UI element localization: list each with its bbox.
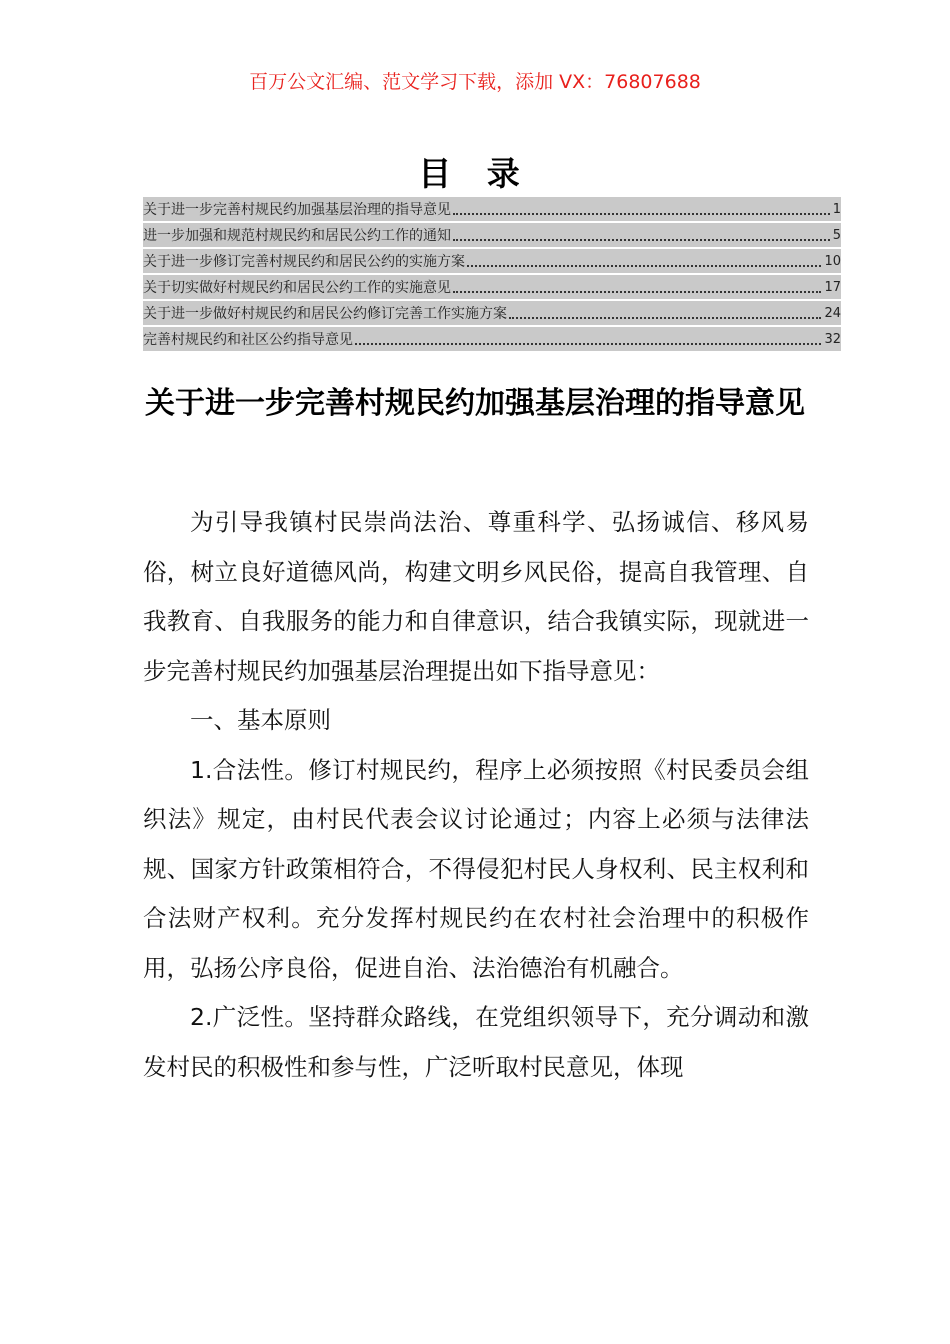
toc-entry-title: 关于进一步完善村规民约加强基层治理的指导意见	[143, 202, 451, 218]
header-banner: 百万公文汇编、范文学习下载，添加 VX：76807688	[249, 71, 701, 93]
toc-dot-leader	[453, 238, 830, 241]
toc-entry-page: 32	[824, 332, 841, 347]
toc-entry[interactable]	[143, 249, 841, 273]
document-body	[143, 498, 809, 1092]
toc-entry-title: 进一步加强和规范村规民约和居民公约工作的通知	[143, 228, 451, 244]
toc-entry[interactable]	[143, 327, 841, 351]
toc-entry-title: 关于进一步修订完善村规民约和居民公约的实施方案	[143, 254, 465, 270]
body-paragraph: 2.广泛性。坚持群众路线，在党组织领导下，充分调动和激发村民的积极性和参与性，广泛听取村民意见，体现	[143, 1003, 809, 1081]
toc-entry[interactable]	[143, 197, 841, 221]
toc-entry-page: 24	[824, 306, 841, 321]
body-paragraph: 1.合法性。修订村规民约，程序上必须按照《村民委员会组织法》规定，由村民代表会议讨论通过；内容上必须与法律法规、国家方针政策相符合，不得侵犯村民人身权利、民主权利和合法财产权利。充分发挥村规民约在农村社会治理中的积极作用，弘扬公序良俗，促进自治、法治德治有机融合。	[143, 755, 809, 982]
toc-entry[interactable]	[143, 301, 841, 325]
document-title: 关于进一步完善村规民约加强基层治理的指导意见	[145, 386, 805, 421]
section-heading: 一、基本原则	[190, 706, 331, 734]
toc-dot-leader	[355, 342, 821, 345]
toc-entry-title: 关于进一步做好村规民约和居民公约修订完善工作实施方案	[143, 306, 507, 322]
toc-entry-page: 17	[824, 280, 841, 295]
toc-dot-leader	[453, 212, 830, 215]
toc-entry-page: 1	[832, 202, 841, 217]
toc-entry-title: 完善村规民约和社区公约指导意见	[143, 332, 353, 348]
table-of-contents	[143, 197, 841, 353]
toc-entry-title: 关于切实做好村规民约和居民公约工作的实施意见	[143, 280, 451, 296]
toc-entry-page: 10	[824, 254, 841, 269]
toc-dot-leader	[453, 290, 821, 293]
toc-title: 目 录	[418, 154, 532, 193]
toc-entry-page: 5	[832, 228, 841, 243]
body-paragraph: 为引导我镇村民崇尚法治、尊重科学、弘扬诚信、移风易俗，树立良好道德风尚，构建文明乡风民俗，提高自我管理、自我教育、自我服务的能力和自律意识，结合我镇实际，现就进一步完善村规民约加强基层治理提出如下指导意见：	[143, 508, 809, 685]
toc-dot-leader	[509, 316, 821, 319]
toc-entry[interactable]	[143, 223, 841, 247]
toc-entry[interactable]	[143, 275, 841, 299]
toc-dot-leader	[467, 264, 821, 267]
